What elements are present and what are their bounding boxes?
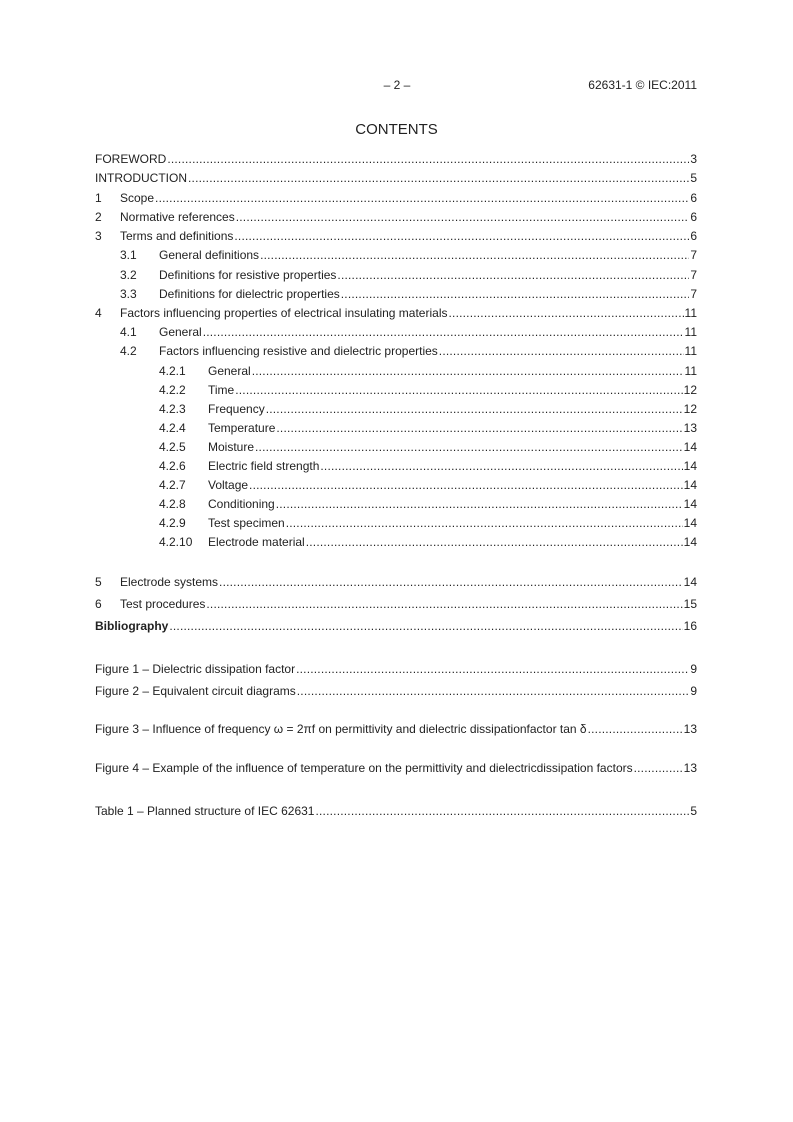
toc-entry-page: 7 xyxy=(690,248,697,262)
toc-entry-title: Definitions for dielectric properties xyxy=(159,287,340,301)
dot-leader xyxy=(155,191,689,206)
table-entry[interactable] xyxy=(95,804,697,819)
dot-leader xyxy=(188,171,689,186)
toc-entry-title: Terms and definitions xyxy=(120,229,234,243)
figure-entry[interactable] xyxy=(95,662,697,677)
toc-entry-number: 4.1 xyxy=(120,325,137,339)
toc-entry-number: 4.2.5 xyxy=(159,440,186,454)
toc-entry-page: 12 xyxy=(683,383,697,397)
toc-entry-title: INTRODUCTION xyxy=(95,171,187,185)
toc-entry-page: 14 xyxy=(683,459,697,473)
figure-entry-title: Figure 2 – Equivalent circuit diagrams xyxy=(95,684,296,698)
toc-entry-title: Factors influencing resistive and dielectric properties xyxy=(159,344,438,358)
toc-entry-title: Conditioning xyxy=(208,497,275,511)
toc-entry[interactable] xyxy=(95,248,697,263)
toc-entry[interactable] xyxy=(95,597,697,612)
dot-leader xyxy=(260,248,689,263)
toc-entry-title: General xyxy=(208,364,251,378)
toc-entry-page: 11 xyxy=(684,325,697,339)
dot-leader xyxy=(203,325,684,340)
toc-entry-page: 3 xyxy=(690,152,697,166)
toc-entry-title: Test specimen xyxy=(208,516,285,530)
page-number: – 2 – xyxy=(383,78,411,92)
toc-entry[interactable] xyxy=(95,287,697,302)
toc-entry-title: Voltage xyxy=(208,478,249,492)
toc-entry-page: 11 xyxy=(684,306,697,320)
figure-entry-title: factor tan δ xyxy=(526,722,587,736)
dot-leader xyxy=(235,383,682,398)
toc-entry-number: 4.2.2 xyxy=(159,383,186,397)
toc-entry[interactable] xyxy=(95,344,697,359)
toc-entry[interactable] xyxy=(95,402,697,417)
toc-entry[interactable] xyxy=(95,325,697,340)
toc-entry-number: 1 xyxy=(95,191,102,205)
dot-leader xyxy=(167,152,689,167)
dot-leader xyxy=(337,268,689,283)
toc-entry-page: 14 xyxy=(683,575,697,589)
figure-entry[interactable] xyxy=(95,684,697,699)
toc-entry-number: 4.2.7 xyxy=(159,478,186,492)
dot-leader xyxy=(266,402,683,417)
toc-entry-page: 14 xyxy=(683,535,697,549)
figure-entry[interactable] xyxy=(95,722,697,737)
toc-entry-title: General definitions xyxy=(159,248,260,262)
dot-leader xyxy=(234,229,689,244)
toc-entry-title: Electric field strength xyxy=(208,459,320,473)
toc-entry-number: 4.2 xyxy=(120,344,137,358)
dot-leader xyxy=(449,306,684,321)
toc-entry-page: 14 xyxy=(683,478,697,492)
dot-leader xyxy=(252,364,684,379)
toc-entry-number: 5 xyxy=(95,575,102,589)
toc-entry-number: 3 xyxy=(95,229,102,243)
toc-entry-title: Normative references xyxy=(120,210,235,224)
dot-leader xyxy=(297,684,690,699)
toc-entry-title: General xyxy=(159,325,202,339)
toc-entry[interactable] xyxy=(95,152,697,167)
figure-entry-page: 13 xyxy=(683,761,697,775)
figure-entry-page: 9 xyxy=(690,684,697,698)
toc-entry-number: 4.2.9 xyxy=(159,516,186,530)
dot-leader xyxy=(236,210,690,225)
toc-entry-number: 4.2.8 xyxy=(159,497,186,511)
dot-leader xyxy=(255,440,683,455)
toc-entry[interactable] xyxy=(95,575,697,590)
toc-entry-number: 3.2 xyxy=(120,268,137,282)
document-id: 62631-1 © IEC:2011 xyxy=(588,78,697,92)
toc-entry[interactable] xyxy=(95,535,697,550)
dot-leader xyxy=(169,619,682,634)
dot-leader xyxy=(341,287,690,302)
toc-entry-title: Test procedures xyxy=(120,597,206,611)
toc-entry[interactable] xyxy=(95,191,697,206)
toc-entry-page: 7 xyxy=(690,287,697,301)
dot-leader xyxy=(286,516,683,531)
toc-entry-title: Moisture xyxy=(208,440,255,454)
toc-entry[interactable] xyxy=(95,268,697,283)
toc-entry-title: Temperature xyxy=(208,421,276,435)
figure-entry-title-line1: Figure 3 – Influence of frequency ω = 2πf on permittivity and dielectric dissipation xyxy=(95,722,527,736)
toc-entry-page: 6 xyxy=(690,229,697,243)
dot-leader xyxy=(315,804,689,819)
dot-leader xyxy=(439,344,684,359)
toc-entry-page: 6 xyxy=(690,210,697,224)
toc-entry[interactable] xyxy=(95,478,697,493)
dot-leader xyxy=(588,722,683,737)
toc-entry-page: 5 xyxy=(690,171,697,185)
toc-entry-number: 2 xyxy=(95,210,102,224)
toc-entry-number: 6 xyxy=(95,597,102,611)
toc-entry-number: 4.2.3 xyxy=(159,402,186,416)
dot-leader xyxy=(276,497,683,512)
toc-entry[interactable] xyxy=(95,459,697,474)
toc-entry[interactable] xyxy=(95,229,697,244)
dot-leader xyxy=(249,478,683,493)
toc-entry-page: 14 xyxy=(683,440,697,454)
toc-entry[interactable] xyxy=(95,210,697,225)
figure-entry[interactable] xyxy=(95,761,697,776)
toc-entry-page: 12 xyxy=(683,402,697,416)
toc-entry[interactable] xyxy=(95,516,697,531)
toc-entry-number: 4.2.10 xyxy=(159,535,193,549)
toc-entry-page: 13 xyxy=(683,421,697,435)
toc-entry[interactable] xyxy=(95,364,697,379)
dot-leader xyxy=(296,662,689,677)
toc-entry-title: Time xyxy=(208,383,235,397)
toc-entry[interactable] xyxy=(95,306,697,321)
dot-leader xyxy=(320,459,682,474)
toc-entry-number: 3.1 xyxy=(120,248,137,262)
toc-entry-title: Definitions for resistive properties xyxy=(159,268,337,282)
toc-entry-number: 4 xyxy=(95,306,102,320)
table-entry-title: Table 1 – Planned structure of IEC 62631 xyxy=(95,804,315,818)
toc-entry-title: Bibliography xyxy=(95,619,169,633)
toc-entry-page: 7 xyxy=(690,268,697,282)
toc-entry-title: Scope xyxy=(120,191,155,205)
figure-entry-page: 13 xyxy=(683,722,697,736)
toc-entry-page: 15 xyxy=(683,597,697,611)
toc-entry[interactable] xyxy=(95,383,697,398)
toc-entry-title: Electrode systems xyxy=(120,575,219,589)
toc-entry[interactable] xyxy=(95,497,697,512)
figure-entry-title: Figure 1 – Dielectric dissipation factor xyxy=(95,662,296,676)
toc-entry-number: 4.2.4 xyxy=(159,421,186,435)
toc-entry-title: Factors influencing properties of electrical insulating materials xyxy=(120,306,448,320)
dot-leader xyxy=(219,575,683,590)
toc-entry-number: 4.2.6 xyxy=(159,459,186,473)
toc-entry-number: 4.2.1 xyxy=(159,364,186,378)
toc-entry-page: 16 xyxy=(683,619,697,633)
dot-leader xyxy=(306,535,683,550)
toc-entry[interactable] xyxy=(95,171,697,186)
toc-entry-page: 11 xyxy=(684,344,697,358)
toc-entry[interactable] xyxy=(95,440,697,455)
toc-entry-page: 6 xyxy=(690,191,697,205)
toc-entry-page: 14 xyxy=(683,516,697,530)
dot-leader xyxy=(276,421,682,436)
toc-entry[interactable] xyxy=(95,619,697,634)
table-entry-page: 5 xyxy=(690,804,697,818)
toc-entry[interactable] xyxy=(95,421,697,436)
toc-entry-number: 3.3 xyxy=(120,287,137,301)
figure-entry-title: dissipation factors xyxy=(536,761,633,775)
figure-entry-title-line1: Figure 4 – Example of the influence of temperature on the permittivity and dielectric xyxy=(95,761,537,775)
toc-entry-title: Frequency xyxy=(208,402,265,416)
toc-entry-page: 14 xyxy=(683,497,697,511)
dot-leader xyxy=(634,761,683,776)
toc-entry-title: FOREWORD xyxy=(95,152,167,166)
figure-entry-page: 9 xyxy=(690,662,697,676)
toc-entry-title: Electrode material xyxy=(208,535,305,549)
toc-entry-page: 11 xyxy=(684,364,697,378)
dot-leader xyxy=(206,597,682,612)
page-title: CONTENTS xyxy=(355,121,438,138)
